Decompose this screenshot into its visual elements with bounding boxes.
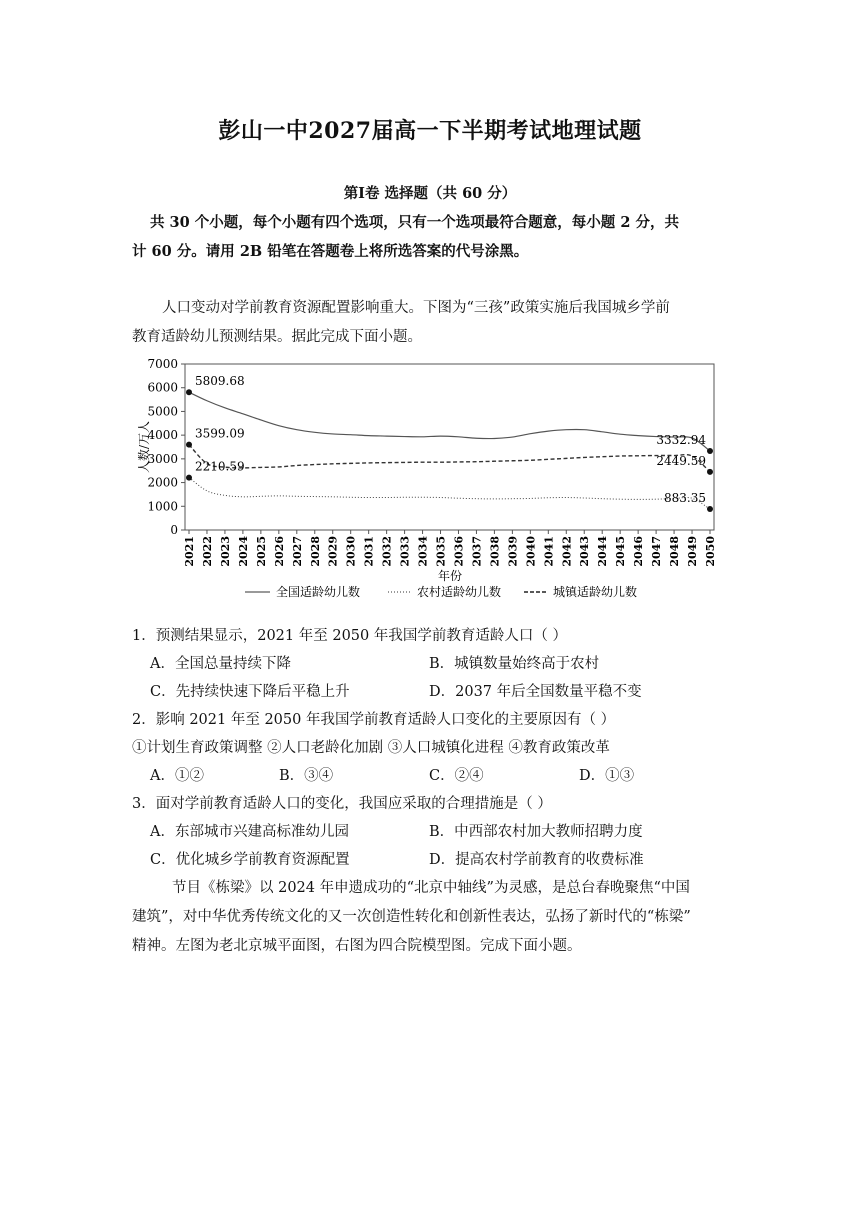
x-tick-label: 2042	[560, 536, 574, 567]
x-tick-label: 2036	[452, 536, 466, 567]
q2-option-a[interactable]: A．①②	[150, 768, 204, 784]
x-tick-label: 2038	[488, 536, 502, 567]
q2-items: ①计划生育政策调整 ②人口老龄化加剧 ③人口城镇化进程 ④教育政策改革	[132, 740, 610, 756]
intro2-line-1: 节目《栋梁》以 2024 年申遗成功的“北京中轴线”为灵感，是总台春晚聚焦“中国	[172, 880, 690, 896]
legend-label-urban: 城镇适龄幼儿数	[553, 585, 638, 599]
x-tick-label: 2039	[506, 536, 520, 567]
series-lines	[186, 389, 713, 512]
q2-stem: 2．影响 2021 年至 2050 年我国学前教育适龄人口变化的主要原因有（ ）	[132, 712, 616, 728]
data-label: 3332.94	[656, 432, 706, 447]
x-tick-label: 2025	[254, 536, 268, 567]
q1-stem: 1．预测结果显示，2021 年至 2050 年我国学前教育适龄人口（ ）	[132, 628, 567, 644]
series-endpoint	[707, 469, 713, 475]
x-tick-label: 2029	[326, 536, 340, 567]
x-axis-label: 年份	[437, 569, 463, 583]
series-endpoint	[186, 442, 192, 448]
y-tick-label: 2000	[147, 475, 178, 490]
legend-label-national: 全国适龄幼儿数	[276, 585, 361, 599]
q1-option-d[interactable]: D．2037 年后全国数量平稳不变	[429, 684, 642, 700]
q1-option-a[interactable]: A．全国总量持续下降	[150, 656, 291, 672]
page-title: 彭山一中2027届高一下半期考试地理试题	[218, 118, 642, 144]
y-tick-label: 7000	[147, 357, 178, 371]
data-label: 2210.59	[195, 459, 245, 474]
x-tick-label: 2045	[614, 536, 628, 567]
q2-option-c[interactable]: C．②④	[429, 768, 484, 784]
x-tick-label: 2028	[308, 536, 322, 567]
x-tick-label: 2043	[578, 536, 592, 567]
series-line-0	[189, 392, 710, 451]
x-tick-label: 2047	[650, 536, 664, 567]
x-tick-label: 2049	[686, 536, 700, 567]
x-axis	[183, 530, 717, 567]
x-tick-label: 2041	[542, 536, 556, 567]
series-endpoint	[186, 475, 192, 481]
x-tick-label: 2034	[416, 536, 430, 567]
x-tick-label: 2050	[704, 536, 717, 567]
section-heading: 第Ⅰ卷 选择题（共 60 分）	[343, 185, 517, 202]
x-tick-label: 2048	[668, 536, 682, 567]
q1-option-c[interactable]: C．先持续快速下降后平稳上升	[150, 684, 350, 700]
intro2-line-2: 建筑”，对中华优秀传统文化的又一次创造性转化和创新性表达，弘扬了新时代的“栋梁”	[132, 909, 691, 925]
q3-option-b[interactable]: B．中西部农村加大教师招聘力度	[429, 824, 643, 840]
x-tick-label: 2027	[290, 536, 304, 567]
data-label: 2449.59	[656, 453, 706, 468]
x-tick-label: 2022	[200, 536, 214, 567]
population-forecast-chart	[130, 352, 730, 608]
x-tick-label: 2044	[596, 536, 610, 567]
q3-option-a[interactable]: A．东部城市兴建高标准幼儿园	[150, 824, 349, 840]
intro-line-1: 人口变动对学前教育资源配置影响重大。下图为“三孩”政策实施后我国城乡学前	[162, 300, 670, 316]
data-label: 3599.09	[195, 426, 245, 441]
y-axis	[147, 357, 185, 537]
series-endpoint	[707, 448, 713, 454]
intro2-line-3: 精神。左图为老北京城平面图，右图为四合院模型图。完成下面小题。	[132, 938, 582, 954]
x-tick-label: 2030	[344, 536, 358, 567]
y-tick-label: 0	[170, 523, 178, 537]
y-tick-label: 3000	[147, 451, 178, 466]
q2-option-d[interactable]: D．①③	[579, 768, 635, 784]
q3-option-c[interactable]: C．优化城乡学前教育资源配置	[150, 852, 350, 868]
q2-option-b[interactable]: B．③④	[279, 768, 334, 784]
plot-frame	[185, 364, 714, 530]
q1-option-b[interactable]: B．城镇数量始终高于农村	[429, 656, 600, 672]
x-tick-label: 2024	[236, 536, 250, 567]
x-tick-label: 2037	[470, 536, 484, 567]
series-line-1	[189, 478, 710, 509]
q3-stem: 3．面对学前教育适龄人口的变化，我国应采取的合理措施是（ ）	[132, 796, 552, 812]
y-tick-label: 6000	[147, 380, 178, 395]
x-tick-label: 2040	[524, 536, 538, 567]
x-tick-label: 2035	[434, 536, 448, 567]
x-tick-label: 2046	[632, 536, 646, 567]
y-axis-label: 人数/万人	[137, 420, 151, 474]
x-tick-label: 2021	[183, 536, 196, 567]
series-endpoint	[186, 389, 192, 395]
x-tick-label: 2032	[380, 536, 394, 567]
instruction-line-1: 共 30 个小题，每个小题有四个选项，只有一个选项最符合题意，每小题 2 分，共	[150, 214, 679, 231]
x-tick-label: 2033	[398, 536, 412, 567]
series-line-2	[189, 445, 710, 472]
legend	[245, 584, 637, 599]
y-tick-label: 5000	[147, 404, 178, 419]
series-endpoint	[707, 506, 713, 512]
intro-line-2: 教育适龄幼儿预测结果。据此完成下面小题。	[132, 329, 422, 345]
x-tick-label: 2026	[272, 536, 286, 567]
y-tick-label: 4000	[147, 428, 178, 443]
legend-label-rural: 农村适龄幼儿数	[417, 585, 502, 599]
point-labels	[195, 374, 706, 505]
x-tick-label: 2031	[362, 536, 376, 567]
instruction-line-2: 计 60 分。请用 2B 铅笔在答题卷上将所选答案的代号涂黑。	[132, 243, 529, 260]
q3-option-d[interactable]: D．提高农村学前教育的收费标准	[429, 852, 644, 868]
data-label: 5809.68	[195, 374, 245, 389]
x-tick-label: 2023	[218, 536, 232, 567]
data-label: 883.35	[664, 491, 706, 506]
y-tick-label: 1000	[147, 499, 178, 514]
